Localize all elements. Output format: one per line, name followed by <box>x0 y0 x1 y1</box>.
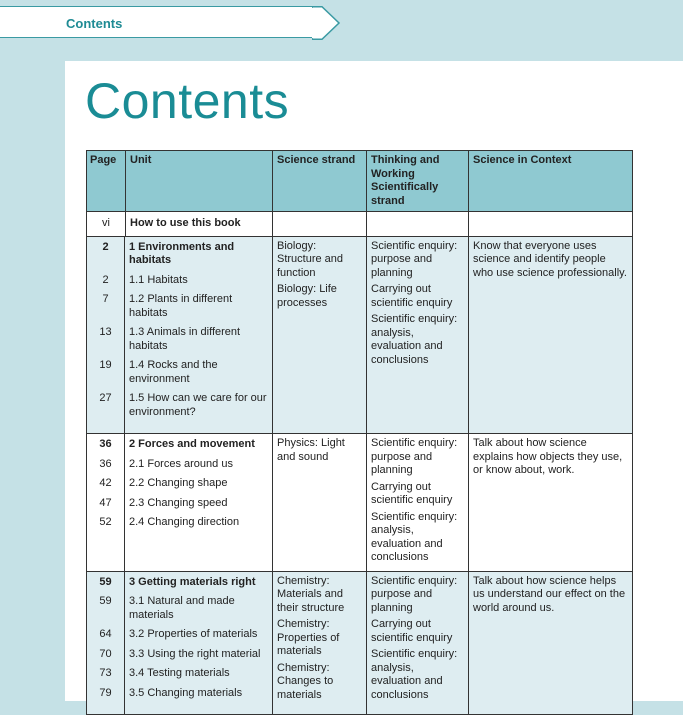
science-strand-entry: Chemistry: Changes to materials <box>277 661 334 701</box>
tws-strand-entry: Scientific enquiry: analysis, evaluation and conclusions <box>371 313 458 366</box>
lesson-item[interactable] <box>87 271 272 291</box>
science-strand <box>273 571 367 715</box>
filler <box>87 427 272 433</box>
tws-strand-entry: Scientific enquiry: purpose and planning <box>371 574 458 614</box>
unit-row <box>87 434 633 572</box>
unit-items-cell <box>87 434 273 572</box>
lesson-item[interactable] <box>87 494 272 514</box>
unit-title: 2.4 Changing direction <box>129 516 240 528</box>
unit-title: 3.4 Testing materials <box>129 667 230 679</box>
table-row <box>87 212 633 237</box>
tws-strand-entry: Scientific enquiry: analysis, evaluation and conclusions <box>371 510 458 563</box>
page-number: 36 <box>87 455 125 475</box>
unit-title: 1.3 Animals in different habitats <box>129 326 241 352</box>
page-number: 70 <box>87 645 125 665</box>
contents-table <box>86 150 633 715</box>
section-tab <box>0 6 322 38</box>
header-science-strand: Science strand <box>273 151 367 212</box>
page-number: 13 <box>87 323 125 356</box>
tws-strand-entry: Carrying out scientific enquiry <box>371 480 453 506</box>
tws-strand <box>367 434 469 572</box>
page-number: 2 <box>87 271 125 291</box>
unit-heading[interactable] <box>87 434 272 455</box>
page-number: 36 <box>87 434 125 455</box>
tws-strand <box>367 236 469 434</box>
page-number: 7 <box>87 290 125 323</box>
unit-title: 1.2 Plants in different habitats <box>129 293 233 319</box>
unit-title: 2.2 Changing shape <box>129 477 228 489</box>
science-strand-entry: Chemistry: Materials and their structure <box>277 574 345 614</box>
lesson-item[interactable] <box>87 389 272 427</box>
lesson-item[interactable] <box>87 684 272 709</box>
empty-cell <box>469 212 633 237</box>
header-science-in-context: Science in Context <box>469 151 633 212</box>
unit-title: 3.2 Properties of materials <box>129 628 258 640</box>
page-number: 19 <box>87 356 125 389</box>
filler <box>87 708 272 714</box>
unit-heading[interactable] <box>87 572 272 593</box>
table-header-row <box>87 151 633 212</box>
tws-strand-entry: Carrying out scientific enquiry <box>371 283 453 309</box>
unit-title: 3 Getting materials right <box>129 575 256 588</box>
lesson-item[interactable] <box>87 645 272 665</box>
spacer <box>87 538 125 571</box>
unit-title: 1.1 Habitats <box>129 273 188 286</box>
science-strand-entry: Chemistry: Properties of materials <box>277 618 340 657</box>
science-strand-entry: Biology: Life processes <box>277 283 337 309</box>
filler <box>87 538 272 571</box>
unit-row <box>87 571 633 715</box>
lesson-item[interactable] <box>87 625 272 645</box>
science-in-context: Talk about how science explains how objects they use, or know about, work. <box>469 434 633 572</box>
science-in-context: Talk about how science helps us understand our effect on the world around us. <box>469 571 633 715</box>
lesson-item[interactable] <box>87 290 272 323</box>
unit-title: 2.3 Changing speed <box>129 496 228 509</box>
page-number: 59 <box>87 572 125 593</box>
tws-strand-entry: Carrying out scientific enquiry <box>371 618 453 644</box>
unit-title: 3.3 Using the right material <box>129 647 261 660</box>
header-unit: Unit <box>126 151 273 212</box>
tws-strand-entry: Scientific enquiry: purpose and planning <box>371 437 458 476</box>
unit-title: 1 Environments and habitats <box>129 240 235 266</box>
lesson-item[interactable] <box>87 323 272 356</box>
science-strand <box>273 434 367 572</box>
unit-title: 1.4 Rocks and the environment <box>129 359 218 385</box>
lesson-item[interactable] <box>87 592 272 625</box>
science-strand-entry: Biology: Structure and function <box>277 239 344 279</box>
tws-strand <box>367 571 469 715</box>
header-page: Page <box>87 151 126 212</box>
unit-title: 3.1 Natural and made materials <box>129 595 235 621</box>
page-number[interactable]: vi <box>87 212 126 237</box>
unit-title: 2 Forces and movement <box>129 438 255 450</box>
page-number: 42 <box>87 474 125 494</box>
unit-items-cell <box>87 571 273 715</box>
empty-cell <box>367 212 469 237</box>
unit-title[interactable]: How to use this book <box>126 212 273 237</box>
unit-title: 3.5 Changing materials <box>129 686 243 699</box>
page-title: Contents <box>85 73 290 129</box>
tws-strand-entry: Scientific enquiry: analysis, evaluation and conclusions <box>371 648 458 701</box>
unit-items-cell <box>87 236 273 434</box>
page-number: 73 <box>87 664 125 684</box>
page-number: 27 <box>87 389 125 427</box>
page-number: 64 <box>87 625 125 645</box>
header-tws-strand: Thinking and Working Scientifically strand <box>367 151 469 212</box>
science-strand <box>273 236 367 434</box>
spacer <box>87 427 125 433</box>
lesson-item[interactable] <box>87 664 272 684</box>
tws-strand-entry: Scientific enquiry: purpose and planning <box>371 239 458 279</box>
lesson-item[interactable] <box>87 513 272 538</box>
page-number: 52 <box>87 513 125 538</box>
lesson-item[interactable] <box>87 356 272 389</box>
unit-heading[interactable] <box>87 237 272 271</box>
page-number: 59 <box>87 592 125 625</box>
lesson-item[interactable] <box>87 474 272 494</box>
science-strand-entry: Physics: Light and sound <box>277 437 345 463</box>
unit-row <box>87 236 633 434</box>
unit-title: 2.1 Forces around us <box>129 457 233 470</box>
empty-cell <box>273 212 367 237</box>
section-tab-label: Contents <box>66 16 123 31</box>
lesson-item[interactable] <box>87 455 272 475</box>
page-number: 79 <box>87 684 125 709</box>
unit-title: 1.5 How can we care for our environment? <box>129 392 267 418</box>
page-number: 47 <box>87 494 125 514</box>
page-number: 2 <box>87 237 125 271</box>
science-in-context: Know that everyone uses science and identify people who use science professionally. <box>469 236 633 434</box>
spacer <box>87 708 125 714</box>
